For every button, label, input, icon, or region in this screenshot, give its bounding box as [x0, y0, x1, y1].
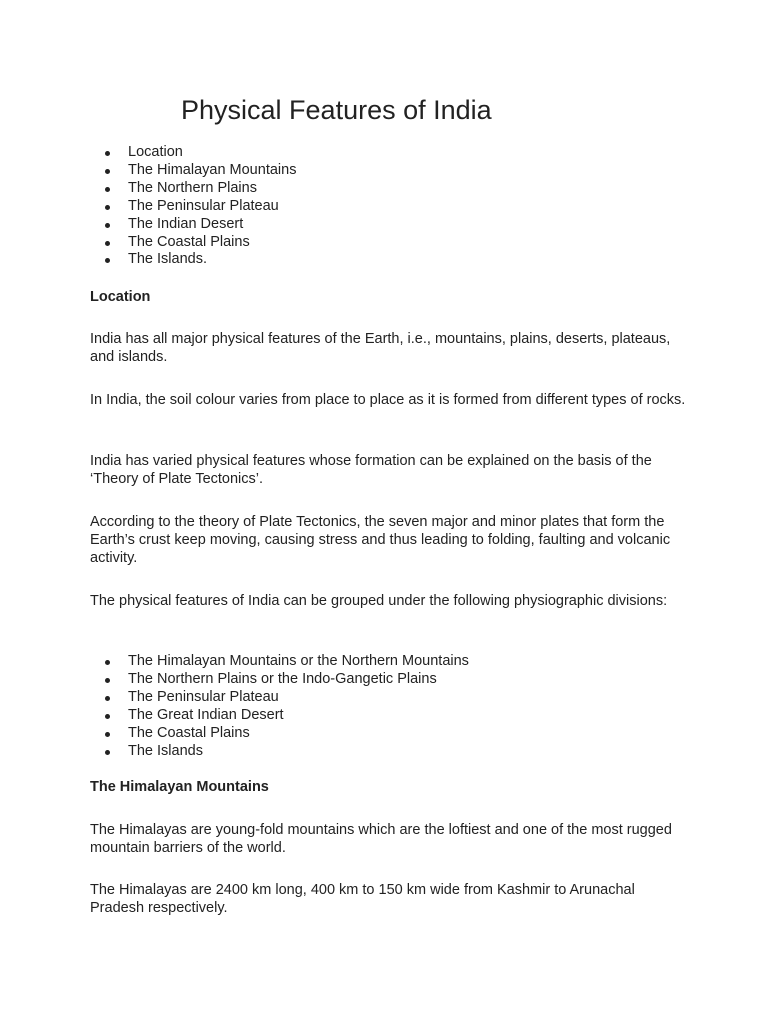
bullet-icon [105, 714, 110, 719]
list-item [90, 144, 296, 162]
bullet-icon [105, 678, 110, 683]
list-item [90, 234, 296, 252]
divisions-list [90, 653, 469, 760]
list-item [90, 180, 296, 198]
bullet-icon [105, 258, 110, 263]
list-item [90, 162, 296, 180]
list-item-text: The Himalayan Mountains or the Northern Mountains [128, 653, 469, 669]
list-item-text: The Indian Desert [128, 215, 244, 232]
bullet-icon [105, 223, 110, 228]
list-item [90, 671, 469, 689]
list-item-text: The Northern Plains [128, 179, 257, 196]
bullet-icon [105, 732, 110, 737]
paragraph: The Himalayas are young-fold mountains which are the loftiest and one of the most rugged mountain barriers of the world. [90, 822, 672, 856]
list-item [90, 743, 469, 761]
paragraph: India has varied physical features whose formation can be explained on the basis of the ‘Theory of Plate Tectonics’. [90, 453, 652, 487]
list-item-text: The Coastal Plains [128, 233, 250, 250]
list-item-text: The Great Indian Desert [128, 706, 284, 723]
list-item-text: The Islands. [128, 251, 207, 268]
paragraph: The Himalayas are 2400 km long, 400 km to 150 km wide from Kashmir to Arunachal Pradesh respectively. [90, 882, 635, 916]
toc-list [90, 144, 296, 269]
page-title: Physical Features of India [181, 95, 492, 125]
list-item [90, 689, 469, 707]
bullet-icon [105, 169, 110, 174]
paragraph: The physical features of India can be grouped under the following physiographic divisions: [90, 593, 668, 609]
section-heading-location: Location [90, 289, 151, 305]
paragraph: India has all major physical features of the Earth, i.e., mountains, plains, deserts, plateaus, and islands. [90, 331, 671, 365]
bullet-icon [105, 660, 110, 665]
list-item [90, 198, 296, 216]
bullet-icon [105, 241, 110, 246]
bullet-icon [105, 750, 110, 755]
list-item-text: The Peninsular Plateau [128, 197, 279, 214]
list-item [90, 725, 469, 743]
list-item [90, 653, 469, 671]
bullet-icon [105, 696, 110, 701]
paragraph: In India, the soil colour varies from place to place as it is formed from different types of rocks. [90, 392, 686, 408]
list-item [90, 216, 296, 234]
list-item [90, 707, 469, 725]
bullet-icon [105, 187, 110, 192]
list-item [90, 251, 296, 269]
list-item-text: The Himalayan Mountains [128, 161, 297, 178]
list-item-text: The Coastal Plains [128, 724, 250, 741]
bullet-icon [105, 205, 110, 210]
bullet-icon [105, 151, 110, 156]
list-item-text: The Islands [128, 742, 203, 759]
list-item-text: The Northern Plains or the Indo-Gangetic Plains [128, 670, 437, 687]
section-heading-himalayan: The Himalayan Mountains [90, 779, 269, 795]
list-item-text: The Peninsular Plateau [128, 688, 279, 705]
list-item-text: Location [128, 144, 183, 160]
paragraph: According to the theory of Plate Tectonics, the seven major and minor plates that form the Earth’s crust keep moving, causing stress and thus leading to folding, faulting and volcanic activity. [90, 514, 671, 566]
